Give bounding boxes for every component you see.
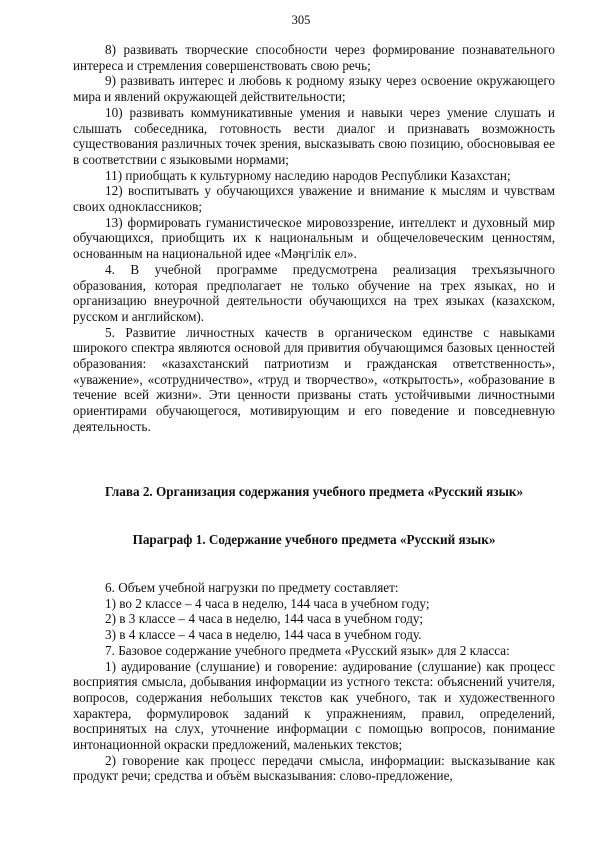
load-item-1: 1) во 2 классе – 4 часа в неделю, 144 часа в учебном году; — [105, 595, 430, 611]
content-item-2: 2) говорение как процесс передачи смысла, информации: высказывание как продукт речи; средства и объём высказывания: слово-предложение, — [73, 752, 555, 784]
load-item-3: 3) в 4 классе – 4 часа в неделю, 144 часа в учебном году. — [105, 627, 422, 643]
list-item-10: 10) развивать коммуникативные умения и навыки через умение слушать и слышать собеседника, готовность вести диалог и признавать возможность существования различных точек зрения, высказывать свою позицию, обосновывая ее в соответствии с языковыми нормами; — [73, 104, 555, 167]
list-item-8: 8) развивать творческие способности через формирование познавательного интереса и стремления совершенствовать свою речь; — [73, 42, 555, 73]
content-item-1: 1) аудирование (слушание) и говорение: аудирование (слушание) как процесс восприятия смысла, добывания информации из устного текста: объяснений учителя, вопросов, содержания небольших текстов как учебного, так и художественного характера, формулировок заданий к упражнениям, правил, определений, воспринятых на слух, уточнение информации с помощью вопросов, понимание интонационной окраски предложений, маленьких текстов; — [73, 658, 555, 753]
section-6-paragraph: 6. Объем учебной нагрузки по предмету составляет: — [105, 580, 399, 595]
section-7-paragraph: 7. Базовое содержание учебного предмета «Русский язык» для 2 класса: — [105, 642, 510, 658]
paragraph-heading-block — [73, 532, 555, 548]
list-item-13: 13) формировать гуманистическое мировоззрение, интеллект и духовный мир обучающихся, приобщить их к национальным и общечеловеческим ценностям, основанным на национальной идее «Мәңгілік ел». — [73, 214, 555, 262]
paragraph-heading: Параграф 1. Содержание учебного предмета «Русский язык» — [132, 532, 496, 547]
section-4-paragraph: 4. В учебной программе предусмотрена реализация трехъязычного образования, которая предполагает не только обучение на трех языках, но и организацию внеурочной деятельности обучающихся на трех языках (казахском, русском и английском). — [73, 261, 555, 324]
bottom-text-block — [73, 580, 555, 784]
top-text-block — [73, 42, 555, 435]
chapter-heading-block — [73, 484, 555, 500]
list-item-12: 12) воспитывать у обучающихся уважение и внимание к мыслям и чувствам своих одноклассников; — [73, 183, 555, 215]
load-item-2: 2) в 3 классе – 4 часа в неделю, 144 часа в учебном году; — [105, 611, 424, 627]
list-item-9: 9) развивать интерес и любовь к родному языку через освоение окружающего мира и явлений окружающей действительности; — [73, 73, 555, 105]
page-number: 305 — [291, 13, 311, 27]
list-item-11: 11) приобщать к культурному наследию народов Республики Казахстан; — [105, 167, 511, 183]
section-5-paragraph: 5. Развитие личностных качеств в органическом единстве с навыками широкого спектра являются основой для привития обучающимся базовых ценностей образования: «казахстанский патриотизм и гражданская ответственность», «уважение», «сотрудничество», «труд и творчество», «открытость», «образование в течение всей жизни». Эти ценности призваны стать устойчивыми личностными ориентирами обучающегося, мотивирующим и его поведение и повседневную деятельность. — [73, 324, 555, 434]
chapter-heading: Глава 2. Организация содержания учебного предмета «Русский язык» — [104, 484, 524, 499]
